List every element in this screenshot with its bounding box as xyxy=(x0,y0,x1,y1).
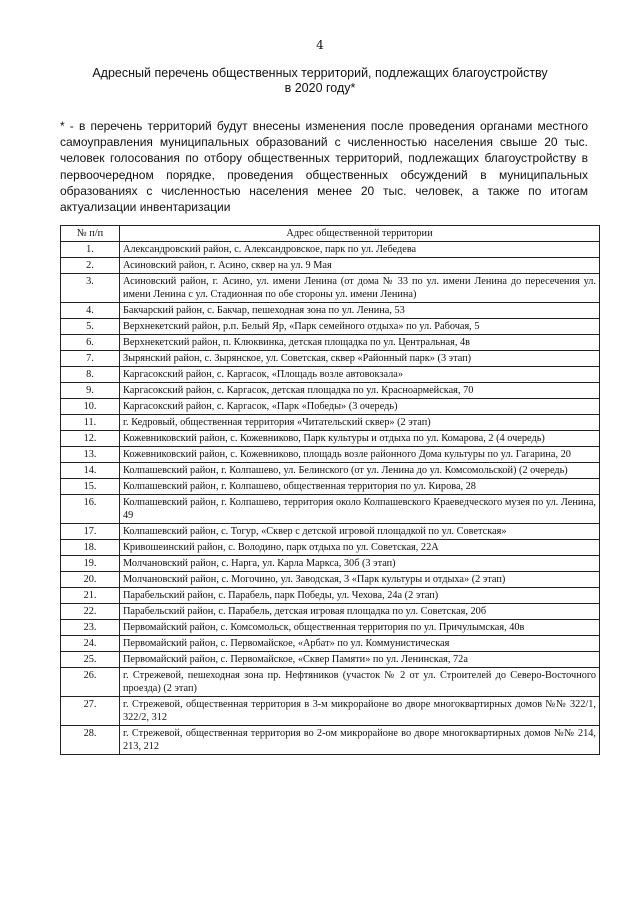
table-row xyxy=(61,495,600,524)
row-number: 20. xyxy=(61,572,120,588)
table-row xyxy=(61,479,600,495)
row-address: Верхнекетский район, р.п. Белый Яр, «Парк семейного отдыха» по ул. Рабочая, 5 xyxy=(120,319,600,335)
table-row xyxy=(61,540,600,556)
table-row xyxy=(61,652,600,668)
row-number: 21. xyxy=(61,588,120,604)
row-number: 12. xyxy=(61,431,120,447)
table-row xyxy=(61,524,600,540)
row-number: 25. xyxy=(61,652,120,668)
row-address: г. Стрежевой, общественная территория в 3-м микрорайоне во дворе многоквартирных домов №№ 322/1, 322/2, 312 xyxy=(120,697,600,726)
row-address: Первомайский район, с. Первомайское, «Сквер Памяти» по ул. Ленинская, 72а xyxy=(120,652,600,668)
table-row xyxy=(61,335,600,351)
address-table xyxy=(60,225,600,755)
header-number: № п/п xyxy=(61,226,120,242)
row-address: Зырянский район, с. Зырянское, ул. Советская, сквер «Районный парк» (3 этап) xyxy=(120,351,600,367)
table-row xyxy=(61,604,600,620)
row-address: Колпашевский район, г. Колпашево, общественная территория по ул. Кирова, 28 xyxy=(120,479,600,495)
row-number: 26. xyxy=(61,668,120,697)
row-address: Кожевниковский район, с. Кожевниково, Парк культуры и отдыха по ул. Комарова, 2 (4 очередь) xyxy=(120,431,600,447)
document-title xyxy=(40,66,600,96)
row-address: г. Кедровый, общественная территория «Читательский сквер» (2 этап) xyxy=(120,415,600,431)
page-number: 4 xyxy=(316,38,324,52)
row-number: 2. xyxy=(61,258,120,274)
table-row xyxy=(61,415,600,431)
table-header-row xyxy=(61,226,600,242)
row-address: Парабельский район, с. Парабель, детская игровая площадка по ул. Советская, 20б xyxy=(120,604,600,620)
table-row xyxy=(61,447,600,463)
row-address: Кривошеинский район, с. Володино, парк отдыха по ул. Советская, 22А xyxy=(120,540,600,556)
row-address: Парабельский район, с. Парабель, парк Победы, ул. Чехова, 24а (2 этап) xyxy=(120,588,600,604)
row-address: Каргасокский район, с. Каргасок, детская площадка по ул. Красноармейская, 70 xyxy=(120,383,600,399)
row-number: 24. xyxy=(61,636,120,652)
row-address: Каргасокский район, с. Каргасок, «Парк «Победы» (3 очередь) xyxy=(120,399,600,415)
row-number: 6. xyxy=(61,335,120,351)
row-number: 14. xyxy=(61,463,120,479)
row-address: Колпашевский район, с. Тогур, «Сквер с детской игровой площадкой по ул. Советская» xyxy=(120,524,600,540)
row-number: 5. xyxy=(61,319,120,335)
row-number: 3. xyxy=(61,274,120,303)
row-number: 1. xyxy=(61,242,120,258)
title-line-1: Адресный перечень общественных территорий, подлежащих благоустройству xyxy=(92,66,548,80)
header-address: Адрес общественной территории xyxy=(120,226,600,242)
row-address: Асиновский район, г. Асино, ул. имени Ленина (от дома № 33 по ул. имени Ленина до пересечения ул. имени Ленина с ул. Стадионная по обе стороны ул. имени Ленина) xyxy=(120,274,600,303)
row-number: 8. xyxy=(61,367,120,383)
row-number: 15. xyxy=(61,479,120,495)
row-number: 9. xyxy=(61,383,120,399)
table-row xyxy=(61,367,600,383)
table-row xyxy=(61,303,600,319)
row-address: Первомайский район, с. Комсомольск, общественная территория по ул. Причулымская, 40в xyxy=(120,620,600,636)
row-number: 19. xyxy=(61,556,120,572)
row-number: 17. xyxy=(61,524,120,540)
row-address: Кожевниковский район, с. Кожевниково, площадь возле районного Дома культуры по ул. Гагарина, 20 xyxy=(120,447,600,463)
table-row xyxy=(61,319,600,335)
row-number: 22. xyxy=(61,604,120,620)
footnote-paragraph: * - в перечень территорий будут внесены изменения после проведения органами местного самоуправления муниципальных образований с численностью населения свыше 20 тыс. человек голосования по отбору общественных территорий, подлежащих благоустройству в первоочередном порядке, проведения общественных обсуждений в муниципальных образованиях с численностью населения менее 20 тыс. человек, а также по итогам актуализации инвентаризации xyxy=(60,119,588,215)
row-address: Первомайский район, с. Первомайское, «Арбат» по ул. Коммунистическая xyxy=(120,636,600,652)
table-row xyxy=(61,242,600,258)
row-address: Колпашевский район, г. Колпашево, ул. Белинского (от ул. Ленина до ул. Комсомольской) (2 очередь) xyxy=(120,463,600,479)
table-row xyxy=(61,383,600,399)
row-address: Александровский район, с. Александровское, парк по ул. Лебедева xyxy=(120,242,600,258)
table-row xyxy=(61,399,600,415)
row-address: Верхнекетский район, п. Клюквинка, детская площадка по ул. Центральная, 4в xyxy=(120,335,600,351)
row-address: Каргасокский район, с. Каргасок, «Площадь возле автовокзала» xyxy=(120,367,600,383)
row-number: 23. xyxy=(61,620,120,636)
table-row xyxy=(61,556,600,572)
table-row xyxy=(61,620,600,636)
table-row xyxy=(61,431,600,447)
row-number: 27. xyxy=(61,697,120,726)
row-address: Молчановский район, с. Нарга, ул. Карла Маркса, 30б (3 этап) xyxy=(120,556,600,572)
row-number: 7. xyxy=(61,351,120,367)
row-number: 13. xyxy=(61,447,120,463)
row-address: Колпашевский район, г. Колпашево, территория около Колпашевского Краеведческого музея по ул. Ленина, 49 xyxy=(120,495,600,524)
table-row xyxy=(61,258,600,274)
table-row xyxy=(61,668,600,697)
row-address: г. Стрежевой, общественная территория во 2-ом микрорайоне во дворе многоквартирных домов №№ 214, 213, 212 xyxy=(120,726,600,755)
row-number: 11. xyxy=(61,415,120,431)
row-address: г. Стрежевой, пешеходная зона пр. Нефтяников (участок № 2 от ул. Строителей до Северо-Восточного проезда) (2 этап) xyxy=(120,668,600,697)
row-address: Молчановский район, с. Могочино, ул. Заводская, 3 «Парк культуры и отдыха» (2 этап) xyxy=(120,572,600,588)
table-row xyxy=(61,572,600,588)
row-number: 28. xyxy=(61,726,120,755)
row-number: 16. xyxy=(61,495,120,524)
table-row xyxy=(61,636,600,652)
table-row xyxy=(61,697,600,726)
row-number: 18. xyxy=(61,540,120,556)
row-number: 10. xyxy=(61,399,120,415)
table-row xyxy=(61,463,600,479)
row-address: Бакчарский район, с. Бакчар, пешеходная зона по ул. Ленина, 53 xyxy=(120,303,600,319)
table-row xyxy=(61,274,600,303)
row-address: Асиновский район, г. Асино, сквер на ул. 9 Мая xyxy=(120,258,600,274)
table-row xyxy=(61,588,600,604)
table-row xyxy=(61,351,600,367)
table-row xyxy=(61,726,600,755)
title-line-2: в 2020 году* xyxy=(284,81,356,95)
table-body xyxy=(61,242,600,755)
row-number: 4. xyxy=(61,303,120,319)
